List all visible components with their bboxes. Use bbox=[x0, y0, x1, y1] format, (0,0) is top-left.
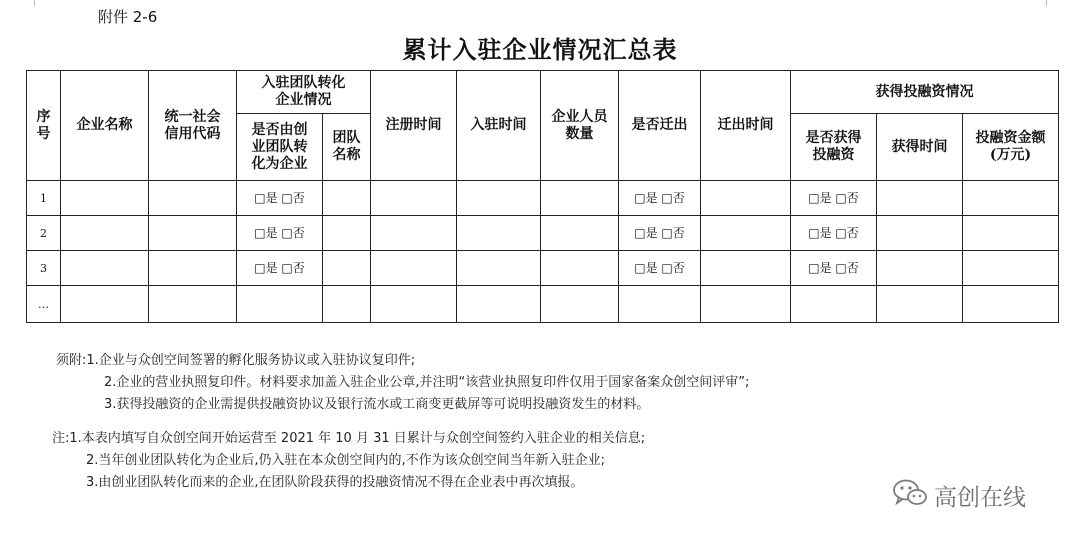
remark-item: 2.当年创业团队转化为企业后,仍入驻在本众创空间内的,不作为该众创空间当年新入驻企业; bbox=[86, 453, 606, 468]
cell-team-converted bbox=[237, 286, 323, 323]
cell-financed-time bbox=[877, 286, 963, 323]
row-seq: 1 bbox=[27, 181, 61, 216]
header-financed-time: 获得时间 bbox=[877, 114, 963, 181]
cell-financed bbox=[791, 286, 877, 323]
header-staff-count: 企业人员数量 bbox=[541, 71, 619, 181]
moved-out-checkbox: □是 □否 bbox=[619, 181, 701, 216]
page-corner-mark bbox=[34, 0, 35, 6]
wechat-icon bbox=[892, 478, 928, 512]
watermark bbox=[892, 478, 1026, 512]
header-company-name: 企业名称 bbox=[61, 71, 149, 181]
cell-company-name bbox=[61, 251, 149, 286]
remarks-prefix: 注: bbox=[52, 431, 70, 446]
table-row bbox=[27, 251, 1059, 286]
header-financing-group: 获得投融资情况 bbox=[791, 71, 1059, 114]
team-converted-checkbox: □是 □否 bbox=[237, 251, 323, 286]
cell-move-out-time bbox=[701, 181, 791, 216]
cell-financing-amount bbox=[963, 251, 1059, 286]
cell-credit-code bbox=[149, 251, 237, 286]
header-credit-code: 统一社会信用代码 bbox=[149, 71, 237, 181]
financed-checkbox: □是 □否 bbox=[791, 181, 877, 216]
header-moved-out: 是否迁出 bbox=[619, 71, 701, 181]
header-financed: 是否获得投融资 bbox=[791, 114, 877, 181]
cell-financed-time bbox=[877, 216, 963, 251]
cell-moved-out bbox=[619, 286, 701, 323]
watermark-text: 高创在线 bbox=[934, 484, 1026, 511]
cell-entry-time bbox=[457, 181, 541, 216]
table-row bbox=[27, 181, 1059, 216]
cell-credit-code bbox=[149, 286, 237, 323]
cell-financing-amount bbox=[963, 216, 1059, 251]
cell-staff-count bbox=[541, 251, 619, 286]
note-item: 3.获得投融资的企业需提供投融资协议及银行流水或工商变更截屏等可说明投融资发生的材料。 bbox=[104, 397, 650, 412]
cell-company-name bbox=[61, 216, 149, 251]
cell-staff-count bbox=[541, 216, 619, 251]
row-seq: … bbox=[27, 286, 61, 323]
cell-credit-code bbox=[149, 181, 237, 216]
row-seq: 3 bbox=[27, 251, 61, 286]
header-team-converted: 是否由创业团队转化为企业 bbox=[237, 114, 323, 181]
header-move-out-time: 迁出时间 bbox=[701, 71, 791, 181]
cell-staff-count bbox=[541, 181, 619, 216]
cell-team-name bbox=[323, 286, 371, 323]
cell-register-time bbox=[371, 286, 457, 323]
team-converted-checkbox: □是 □否 bbox=[237, 181, 323, 216]
notes-section bbox=[52, 350, 750, 494]
header-financing-amount: 投融资金额(万元) bbox=[963, 114, 1059, 181]
note-item: 1.企业与众创空间签署的孵化服务协议或入驻协议复印件; bbox=[86, 353, 416, 368]
header-entry-time: 入驻时间 bbox=[457, 71, 541, 181]
cell-register-time bbox=[371, 216, 457, 251]
cell-entry-time bbox=[457, 216, 541, 251]
page-corner-mark bbox=[1046, 0, 1047, 6]
header-team-name: 团队名称 bbox=[323, 114, 371, 181]
cell-move-out-time bbox=[701, 286, 791, 323]
remark-item: 1.本表内填写自众创空间开始运营至 2021 年 10 月 31 日累计与众创空间签约入驻企业的相关信息; bbox=[69, 431, 646, 446]
cell-entry-time bbox=[457, 286, 541, 323]
header-seq: 序号 bbox=[27, 71, 61, 181]
cell-move-out-time bbox=[701, 216, 791, 251]
cell-company-name bbox=[61, 181, 149, 216]
cell-financed-time bbox=[877, 251, 963, 286]
cell-financing-amount bbox=[963, 286, 1059, 323]
cell-financing-amount bbox=[963, 181, 1059, 216]
header-team-group: 入驻团队转化企业情况 bbox=[237, 71, 371, 114]
summary-table bbox=[26, 70, 1059, 323]
page-title: 累计入驻企业情况汇总表 bbox=[402, 35, 678, 64]
attachment-label: 附件 2-6 bbox=[98, 8, 158, 26]
row-seq: 2 bbox=[27, 216, 61, 251]
cell-financed-time bbox=[877, 181, 963, 216]
cell-entry-time bbox=[457, 251, 541, 286]
table-row bbox=[27, 216, 1059, 251]
team-converted-checkbox: □是 □否 bbox=[237, 216, 323, 251]
cell-company-name bbox=[61, 286, 149, 323]
cell-staff-count bbox=[541, 286, 619, 323]
cell-register-time bbox=[371, 181, 457, 216]
cell-credit-code bbox=[149, 216, 237, 251]
notes-prefix: 须附: bbox=[56, 353, 87, 368]
cell-team-name bbox=[323, 181, 371, 216]
cell-team-name bbox=[323, 216, 371, 251]
remark-item: 3.由创业团队转化而来的企业,在团队阶段获得的投融资情况不得在企业表中再次填报。 bbox=[86, 475, 584, 490]
moved-out-checkbox: □是 □否 bbox=[619, 216, 701, 251]
financed-checkbox: □是 □否 bbox=[791, 251, 877, 286]
financed-checkbox: □是 □否 bbox=[791, 216, 877, 251]
moved-out-checkbox: □是 □否 bbox=[619, 251, 701, 286]
note-item: 2.企业的营业执照复印件。材料要求加盖入驻企业公章,并注明“该营业执照复印件仅用于国家备案众创空间评审”; bbox=[104, 375, 750, 390]
table-row bbox=[27, 286, 1059, 323]
cell-team-name bbox=[323, 251, 371, 286]
header-register-time: 注册时间 bbox=[371, 71, 457, 181]
note-line bbox=[56, 350, 749, 372]
cell-register-time bbox=[371, 251, 457, 286]
remark-line bbox=[52, 428, 749, 450]
cell-move-out-time bbox=[701, 251, 791, 286]
